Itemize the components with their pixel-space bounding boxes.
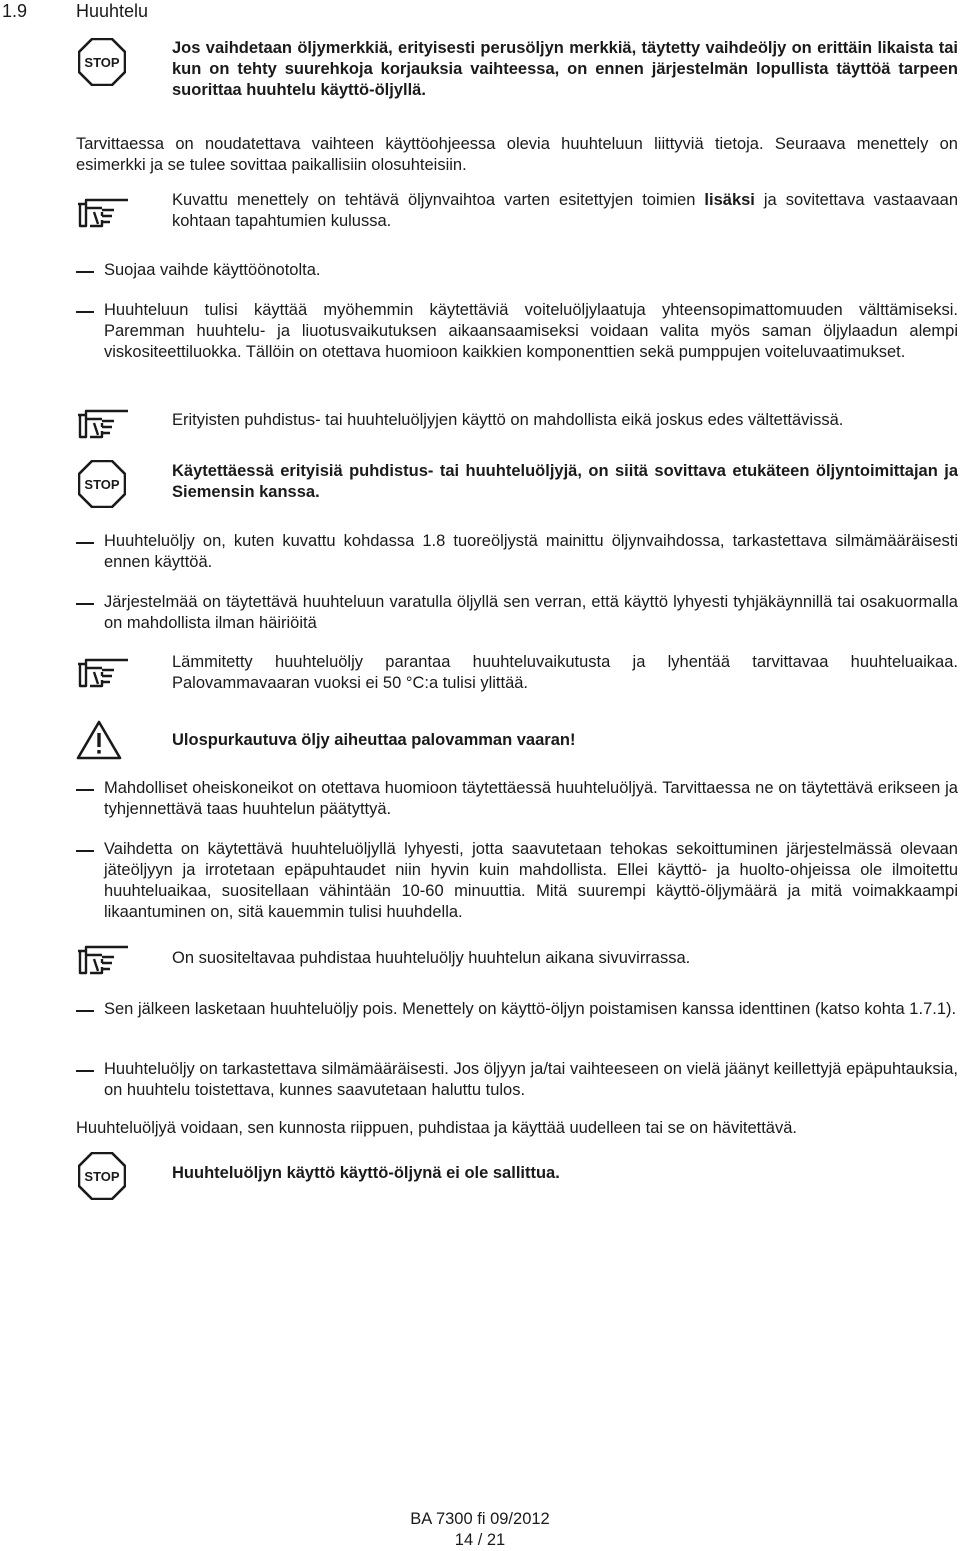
note-text: On suositeltavaa puhdistaa huuhteluöljy huuhtelun aikana sivuvirrassa.: [172, 949, 691, 967]
pointing-hand-icon: [76, 196, 134, 230]
warning-text: Ulospurkautuva öljy aiheuttaa palovamman vaaran!: [172, 731, 576, 749]
bullet-item: Vaihdetta on käytettävä huuhteluöljyllä lyhyesti, jotta saavutetaan tehokas sekoittuminen järjestelmässä olevaan jäteöljyyn ja irrotetaan epäpuhtaudet niin hyvin kuin mahdollista. Ellei käyttö- ja huolto-ohjeissa ole ilmoitettu huuhteluaikaa, suositellaan vähintään 10-60 minuuttia. Mitä suurempi käyttö-öljymäärä ja mitä voimakkaampi likaantuminen on, sitä kauemmin tulisi huuhdella.: [104, 840, 958, 921]
stop-notice-text: Jos vaihdetaan öljymerkkiä, erityisesti perusöljyn merkkiä, täytetty vaihdeöljy on erittäin likaista tai kun on tehty suurehkoja korjauksia vaihteessa, on ennen järjestelmän lopullista täyttöä tarpeen suorittaa huuhtelu käyttö-öljyllä.: [172, 39, 958, 99]
stop-notice-text: Huuhteluöljyn käyttö käyttö-öljynä ei ole sallittua.: [172, 1164, 560, 1182]
note-text: Lämmitetty huuhteluöljy parantaa huuhteluvaikutusta ja lyhentää tarvittavaa huuhteluaikaa. Palovammavaaran vuoksi ei 50 °C:a tulisi ylittää.: [172, 653, 958, 692]
stop-sign-icon: [78, 460, 126, 508]
note-text-part: Kuvattu menettely on tehtävä öljynvaihtoa varten esitettyjen toimien: [172, 191, 705, 209]
bullet-item: Huuhteluöljy on tarkastettava silmämääräisesti. Jos öljyyn ja/tai vaihteeseen on vielä jäänyt keillettyjä epäpuhtauksia, on huuhtelu toistettava, kunnes saavutetaan haluttu tulos.: [104, 1060, 958, 1099]
bullet-item: Järjestelmää on täytettävä huuhteluun varatulla öljyllä sen verran, että käyttö lyhyesti tyhjäkäynnillä tai osakuormalla on mahdollista ilman häiriöitä: [104, 593, 958, 632]
bullet-item: Sen jälkeen lasketaan huuhteluöljy pois. Menettely on käyttö-öljyn poistamisen kanssa identtinen (katso kohta 1.7.1).: [104, 1000, 957, 1018]
note-text-part: ja sovitettava vastaavaan kohtaan tapahtumien kulussa.: [172, 191, 958, 230]
bullet-dash: [76, 1010, 94, 1012]
closing-paragraph: Huuhteluöljyä voidaan, sen kunnosta riippuen, puhdistaa ja käyttää uudelleen tai se on hävitettävä.: [76, 1119, 797, 1137]
section-title: Huuhtelu: [76, 1, 149, 21]
bullet-item: Huuhteluun tulisi käyttää myöhemmin käytettäviä voiteluöljylaatuja yhteensopimattomuuden välttämiseksi. Paremman huuhtelu- ja liuotusvaikutuksen aikaansaamiseksi voidaan valita myös saman öljylaadun alempi viskositeettiluokka. Tällöin on otettava huomioon kaikkien komponenttien sekä pumppujen voiteluvaatimukset.: [104, 301, 958, 361]
bullet-item: Suojaa vaihde käyttöönotolta.: [104, 261, 321, 279]
bullet-item: Huuhteluöljy on, kuten kuvattu kohdassa 1.8 tuoreöljystä mainittu öljynvaihdossa, tarkastettava silmämääräisesti ennen käyttöä.: [104, 532, 958, 571]
warning-triangle-icon: [76, 720, 122, 760]
stop-notice-text: Käytettäessä erityisiä puhdistus- tai huuhteluöljyjä, on siitä sovittava etukäteen öljyntoimittajan ja Siemensin kanssa.: [172, 462, 958, 501]
stop-label: STOP: [84, 55, 120, 70]
footer-page-number: 14 / 21: [454, 1531, 506, 1549]
bullet-dash: [76, 603, 94, 605]
stop-sign-icon: [78, 1152, 126, 1200]
bullet-item: Mahdolliset oheiskoneikot on otettava huomioon täytettäessä huuhteluöljyä. Tarvittaessa ne on täytettävä erikseen ja tyhjennettävä taas huuhtelun päätyttyä.: [104, 779, 958, 818]
footer-doc-id: BA 7300 fi 09/2012: [410, 1510, 550, 1528]
stop-label: STOP: [84, 1169, 120, 1184]
bullet-dash: [76, 1070, 94, 1072]
bullet-dash: [76, 542, 94, 544]
stop-label: STOP: [84, 477, 120, 492]
pointing-hand-icon: [76, 407, 134, 441]
bullet-dash: [76, 789, 94, 791]
note-emphasis: lisäksi: [704, 191, 755, 209]
pointing-hand-icon: [76, 656, 134, 690]
bullet-dash: [76, 271, 94, 273]
note-text: [172, 190, 958, 232]
stop-sign-icon: [78, 38, 126, 86]
intro-paragraph: Tarvittaessa on noudatettava vaihteen käyttöohjeessa olevia huuhteluun liittyviä tietoja. Seuraava menettely on esimerkki ja se tulee sovittaa paikallisiin olosuhteisiin.: [76, 135, 958, 174]
section-number: 1.9: [2, 1, 28, 21]
pointing-hand-icon: [76, 943, 134, 977]
note-text: Erityisten puhdistus- tai huuhteluöljyjen käyttö on mahdollista eikä joskus edes vältettävissä.: [172, 411, 844, 429]
bullet-dash: [76, 850, 94, 852]
bullet-dash: [76, 311, 94, 313]
